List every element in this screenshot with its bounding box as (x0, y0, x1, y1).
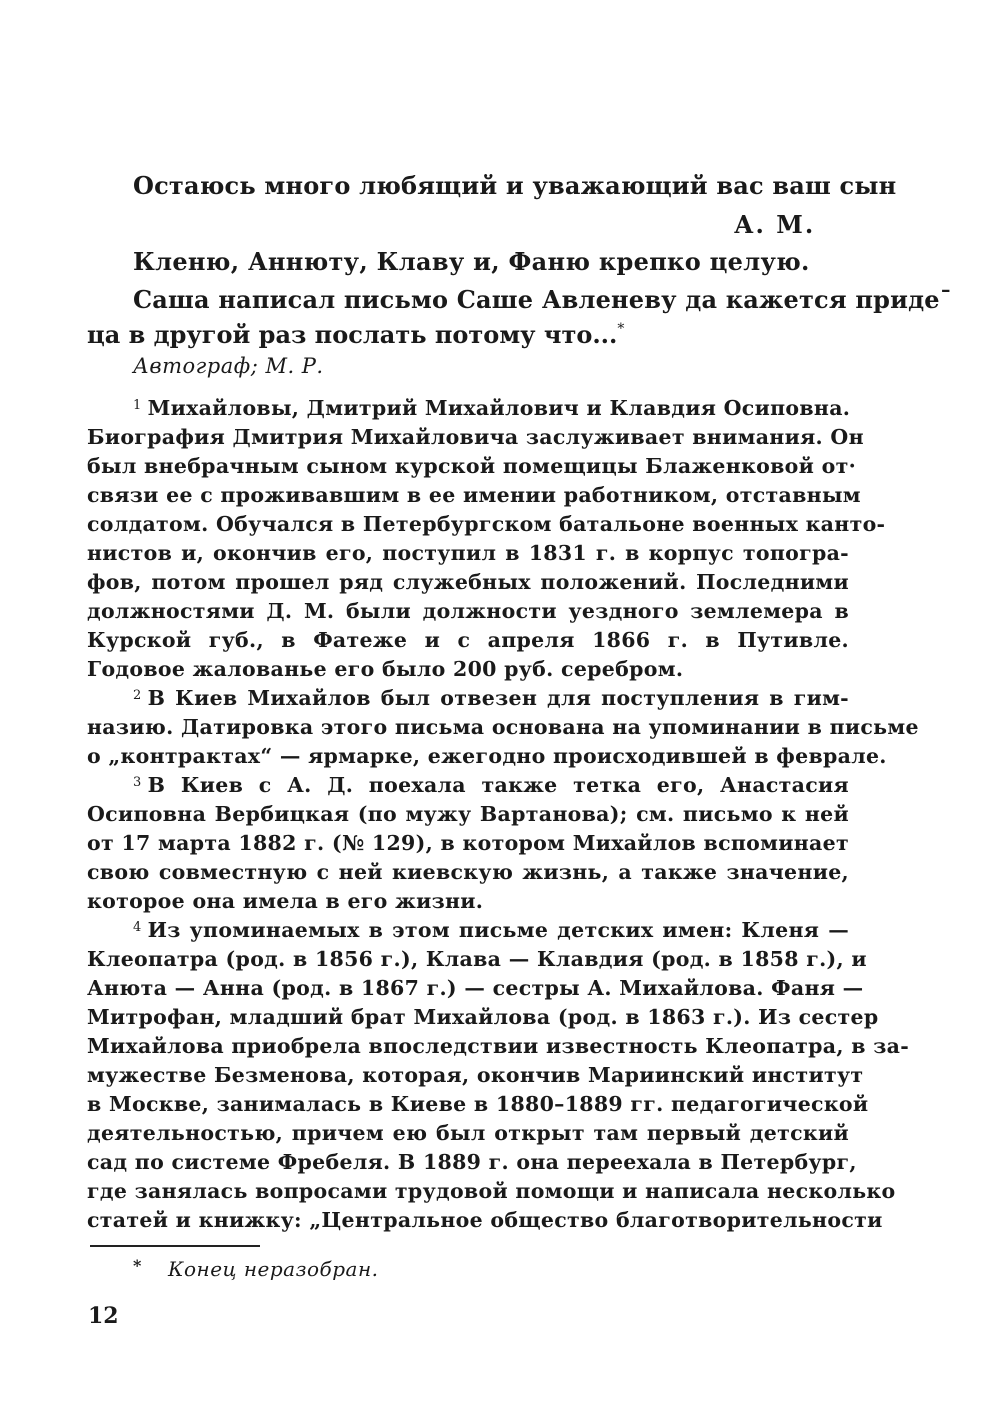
note-3-number: 3 (133, 775, 142, 790)
note-4-line-2: Клеопатра (род. в 1856 г.), Клава — Клавдия (род. в 1858 г.), и (87, 947, 867, 971)
note-1-line-3: был внебрачным сыном курской помещицы Блаженковой от· (87, 454, 857, 478)
letter-postscript-2-line-1: Саша написал письмо Саше Авленеву да кажется придеˉ (133, 285, 952, 314)
postscript-2-text: ца в другой раз послать потому что... (87, 320, 618, 349)
note-4-line-4: Митрофан, младший брат Михайлова (род. в 1863 г.). Из сестер (87, 1005, 879, 1029)
note-2-line-2: назию. Датировка этого письма основана на упоминании в письме (87, 715, 919, 739)
letter-signature: А. М. (734, 210, 816, 239)
note-4-line-6: мужестве Безменова, которая, окончив Мариинский институт (87, 1063, 864, 1087)
letter-source: Автограф; М. Р. (133, 354, 324, 378)
note-4-line-8: деятельностью, причем ею был открыт там первый детский (87, 1121, 849, 1145)
note-4-line-11: статей и книжку: „Центральное общество благотворительности (87, 1208, 883, 1232)
note-2-line-1-text: В Киев Михайлов был отвезен для поступления в гим- (147, 686, 849, 710)
footnote-separator (90, 1245, 260, 1247)
note-1-line-1-text: Михайловы, Дмитрий Михайлович и Клавдия Осиповна. (147, 396, 851, 420)
note-1-line-9: Курской губ., в Фатеже и с апреля 1866 г. в Путивле. (87, 628, 849, 652)
note-1-line-10: Годовое жалованье его было 200 руб. серебром. (87, 657, 684, 681)
note-4-line-5: Михайлова приобрела впоследствии известность Клеопатра, в за- (87, 1034, 910, 1058)
letter-postscript-2-line-2 (87, 320, 624, 349)
letter-postscript-1: Кленю, Аннюту, Клаву и, Фаню крепко целую. (133, 247, 810, 276)
note-1-line-6: нистов и, окончив его, поступил в 1831 г. в корпус топогра- (87, 541, 849, 565)
letter-closing: Остаюсь много любящий и уважающий вас ваш сын (133, 171, 897, 200)
note-4-number: 4 (133, 920, 142, 935)
note-1-line-5: солдатом. Обучался в Петербургском батальоне военных канто- (87, 512, 886, 536)
note-1-line-4: связи ее с проживавшим в ее имении работником, отставным (87, 483, 861, 507)
note-1-line-2: Биография Дмитрия Михайловича заслуживает внимания. Он (87, 425, 864, 449)
footnote-reference-marker: * (617, 321, 625, 337)
note-4-line-9: сад по системе Фребеля. В 1889 г. она переехала в Петербург, (87, 1150, 857, 1174)
note-4-line-7: в Москве, занималась в Киеве в 1880–1889 гг. педагогической (87, 1092, 869, 1116)
note-3-line-5: которое она имела в его жизни. (87, 889, 484, 913)
note-4-line-1 (133, 918, 849, 942)
page-number: 12 (88, 1303, 119, 1329)
note-3-line-2: Осиповна Вербицкая (по мужу Вартанова); см. письмо к ней (87, 802, 849, 826)
note-1-line-1 (133, 396, 849, 420)
note-1-number: 1 (133, 398, 142, 413)
note-4-line-10: где занялась вопросами трудовой помощи и написала несколько (87, 1179, 896, 1203)
note-1-line-7: фов, потом прошел ряд служебных положений. Последними (87, 570, 849, 594)
note-2-number: 2 (133, 688, 142, 703)
note-2-line-3: о „контрактах“ — ярмарке, ежегодно происходившей в феврале. (87, 744, 887, 768)
note-4-line-1-text: Из упоминаемых в этом письме детских имен: Кленя — (147, 918, 849, 942)
note-3-line-4: свою совместную с ней киевскую жизнь, а также значение, (87, 860, 849, 884)
note-3-line-3: от 17 марта 1882 г. (№ 129), в котором Михайлов вспоминает (87, 831, 849, 855)
note-4-line-3: Анюта — Анна (род. в 1867 г.) — сестры А. Михайлова. Фаня — (87, 976, 864, 1000)
footnote-text: Конец неразобран. (168, 1257, 379, 1281)
note-3-line-1-text: В Киев с А. Д. поехала также тетка его, Анастасия (147, 773, 849, 797)
footnote-marker: * (133, 1256, 142, 1275)
note-2-line-1 (133, 686, 849, 710)
note-3-line-1 (133, 773, 849, 797)
note-1-line-8: должностями Д. М. были должности уездного землемера в (87, 599, 849, 623)
